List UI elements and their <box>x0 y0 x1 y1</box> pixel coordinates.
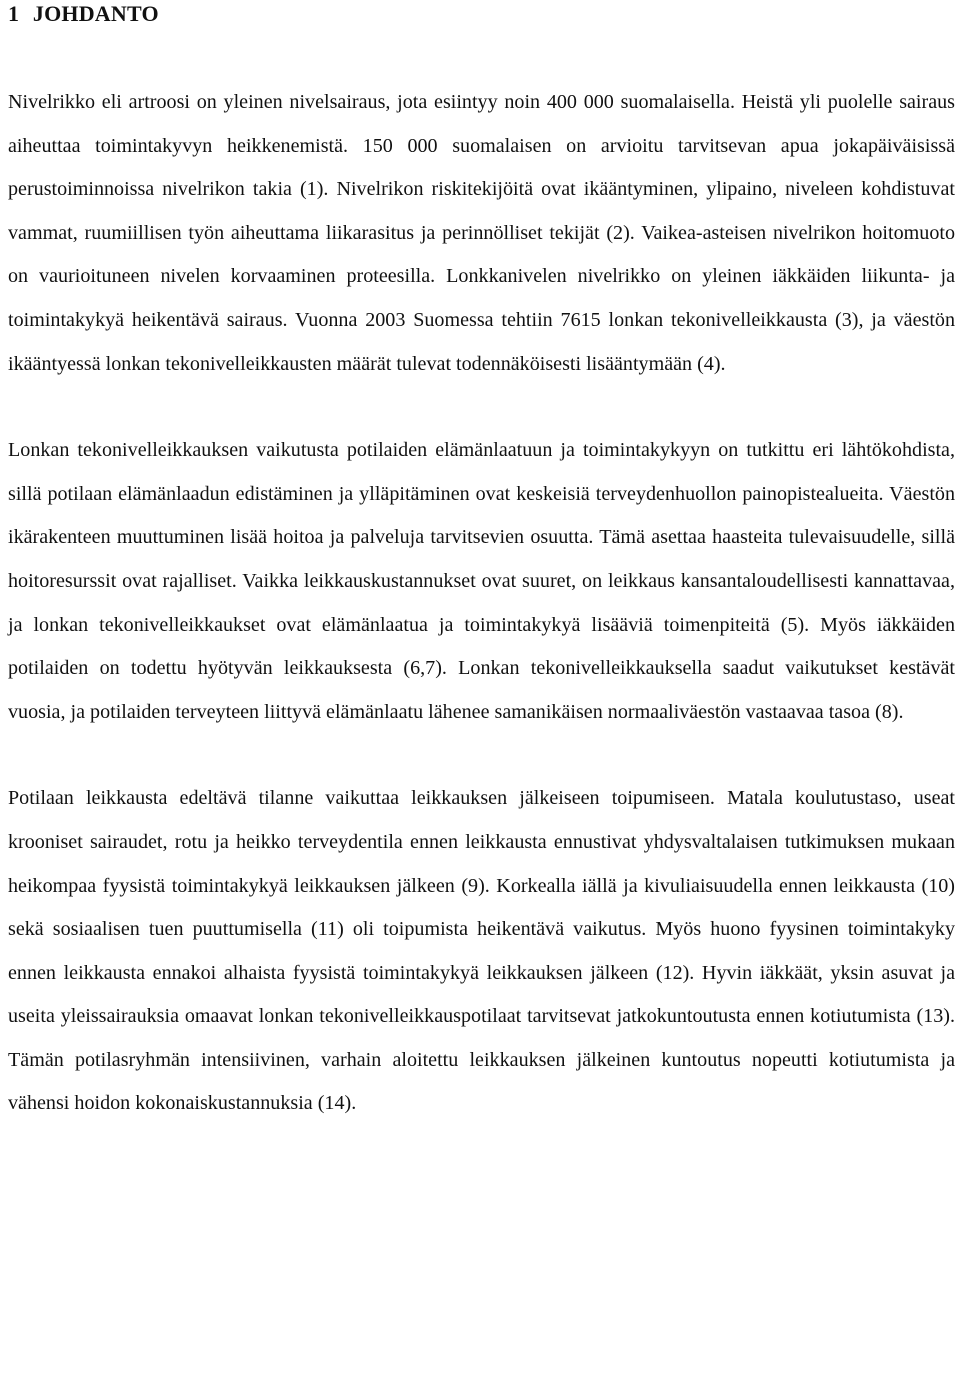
section-heading: 1 JOHDANTO <box>8 1 159 26</box>
document-page <box>8 0 955 1126</box>
paragraph: Nivelrikko eli artroosi on yleinen nivelsairaus, jota esiintyy noin 400 000 suomalaisella. Heistä yli puolelle sairaus aiheuttaa toimintakyvyn heikkenemistä. 150 000 suomalaisen on arvioitu tarvitsevan apua jokapäiväisissä perustoiminnoissa nivelrikon takia (1). Nivelrikon riskitekijöitä ovat ikääntyminen, ylipaino, niveleen kohdistuvat vammat, ruumiillisen työn aiheuttama liikarasitus ja perinnölliset tekijät (2). Vaikea-asteisen nivelrikon hoitomuoto on vaurioituneen nivelen korvaaminen proteesilla. Lonkkanivelen nivelrikko on yleinen iäkkäiden liikunta- ja toimintakykyä heikentävä sairaus. Vuonna 2003 Suomessa tehtiin 7615 lonkan tekonivelleikkausta (3), ja väestön ikääntyessä lonkan tekonivelleikkausten määrät tulevat todennäköisesti lisääntymään (4). <box>8 91 955 375</box>
paragraph: Potilaan leikkausta edeltävä tilanne vaikuttaa leikkauksen jälkeiseen toipumiseen. Matala koulutustaso, useat krooniset sairaudet, rotu ja heikko terveydentila ennen leikkausta ennustivat yhdysvaltalaisen tutkimuksen mukaan heikompaa fyysistä toimintakykyä leikkauksen jälkeen (9). Korkealla iällä ja kivuliaisuudella ennen leikkausta (10) sekä sosiaalisen tuen puuttumisella (11) oli toipumista heikentävä vaikutus. Myös huono fyysinen toimintakyky ennen leikkausta ennakoi alhaista fyysistä toimintakykyä leikkauksen jälkeen (12). Hyvin iäkkäät, yksin asuvat ja useita yleissairauksia omaavat lonkan tekonivelleikkauspotilaat tarvitsevat jatkokuntoutusta ennen kotiutumista (13). Tämän potilasryhmän intensiivinen, varhain aloitettu leikkauksen jälkeinen kuntoutus nopeutti kotiutumista ja vähensi hoidon kokonaiskustannuksia (14). <box>8 787 955 1115</box>
paragraph: Lonkan tekonivelleikkauksen vaikutusta potilaiden elämänlaatuun ja toimintakykyyn on tutkittu eri lähtökohdista, sillä potilaan elämänlaadun edistäminen ja ylläpitäminen ovat keskeisiä terveydenhuollon painopistealueita. Väestön ikärakenteen muuttuminen lisää hoitoa ja palveluja tarvitsevien osuutta. Tämä asettaa haasteita tulevaisuudelle, sillä hoitoresurssit ovat rajalliset. Vaikka leikkauskustannukset ovat suuret, on leikkaus kansantaloudellisesti kannattavaa, ja lonkan tekonivelleikkaukset ovat elämänlaatua ja toimintakykyä lisääviä toimenpiteitä (5). Myös iäkkäiden potilaiden on todettu hyötyvän leikkauksesta (6,7). Lonkan tekonivelleikkauksella saadut vaikutukset kestävät vuosia, ja potilaiden terveyteen liittyvä elämänlaatu lähenee samanikäisen normaaliväestön vastaavaa tasoa (8). <box>8 439 955 723</box>
